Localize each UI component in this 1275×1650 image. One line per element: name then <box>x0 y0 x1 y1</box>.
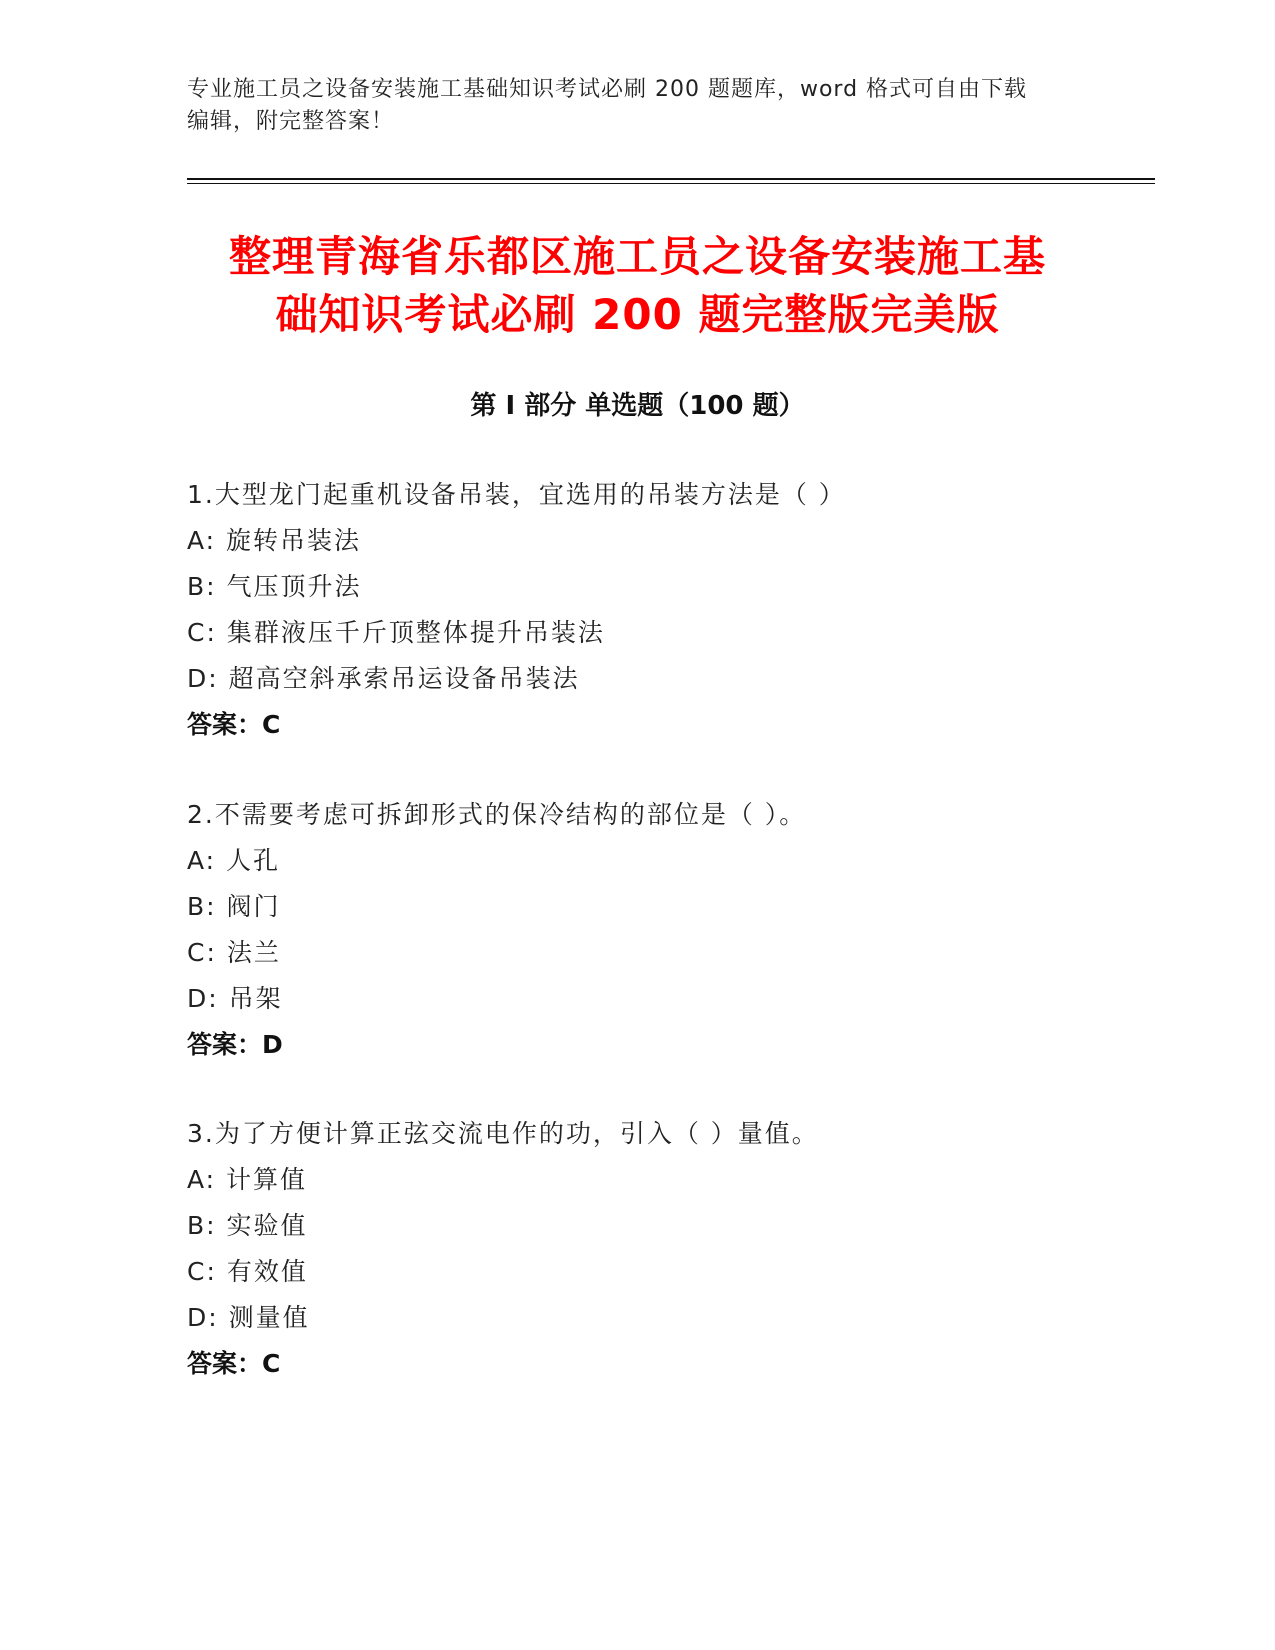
option-b: B: 气压顶升法 <box>187 572 362 601</box>
option-a: A: 旋转吊装法 <box>187 526 362 555</box>
answer: 答案：C <box>187 710 281 739</box>
answer: 答案：D <box>187 1030 283 1059</box>
option-c: C: 有效值 <box>187 1257 308 1286</box>
header-note-line-2: 编辑，附完整答案！ <box>187 109 395 134</box>
option-d: D: 吊架 <box>187 984 283 1013</box>
header-divider-thick <box>187 178 1155 180</box>
document-title-line-2: 础知识考试必刷 200 题完整版完美版 <box>275 290 1000 339</box>
option-a: A: 人孔 <box>187 846 281 875</box>
header-note <box>187 74 1087 138</box>
question-1 <box>187 472 1147 748</box>
question-stem: 2.不需要考虑可拆卸形式的保冷结构的部位是（ ）。 <box>187 800 807 829</box>
option-a: A: 计算值 <box>187 1165 308 1194</box>
question-stem: 3.为了方便计算正弦交流电作的功，引入（ ）量值。 <box>187 1119 819 1148</box>
question-2 <box>187 792 1147 1068</box>
answer: 答案：C <box>187 1349 281 1378</box>
option-d: D: 测量值 <box>187 1303 310 1332</box>
document-title <box>140 228 1135 344</box>
question-stem: 1.大型龙门起重机设备吊装，宜选用的吊装方法是（ ） <box>187 480 846 509</box>
option-d: D: 超高空斜承索吊运设备吊装法 <box>187 664 580 693</box>
header-note-line-1: 专业施工员之设备安装施工基础知识考试必刷 200 题题库，word 格式可自由下载 <box>187 77 1028 102</box>
option-c: C: 集群液压千斤顶整体提升吊装法 <box>187 618 605 647</box>
document-title-line-1: 整理青海省乐都区施工员之设备安装施工基 <box>228 232 1046 281</box>
header-divider-thin <box>187 183 1155 184</box>
question-3 <box>187 1111 1147 1387</box>
section-heading: 第 I 部分 单选题（100 题） <box>470 391 805 421</box>
option-b: B: 阀门 <box>187 892 281 921</box>
option-b: B: 实验值 <box>187 1211 308 1240</box>
option-c: C: 法兰 <box>187 938 281 967</box>
